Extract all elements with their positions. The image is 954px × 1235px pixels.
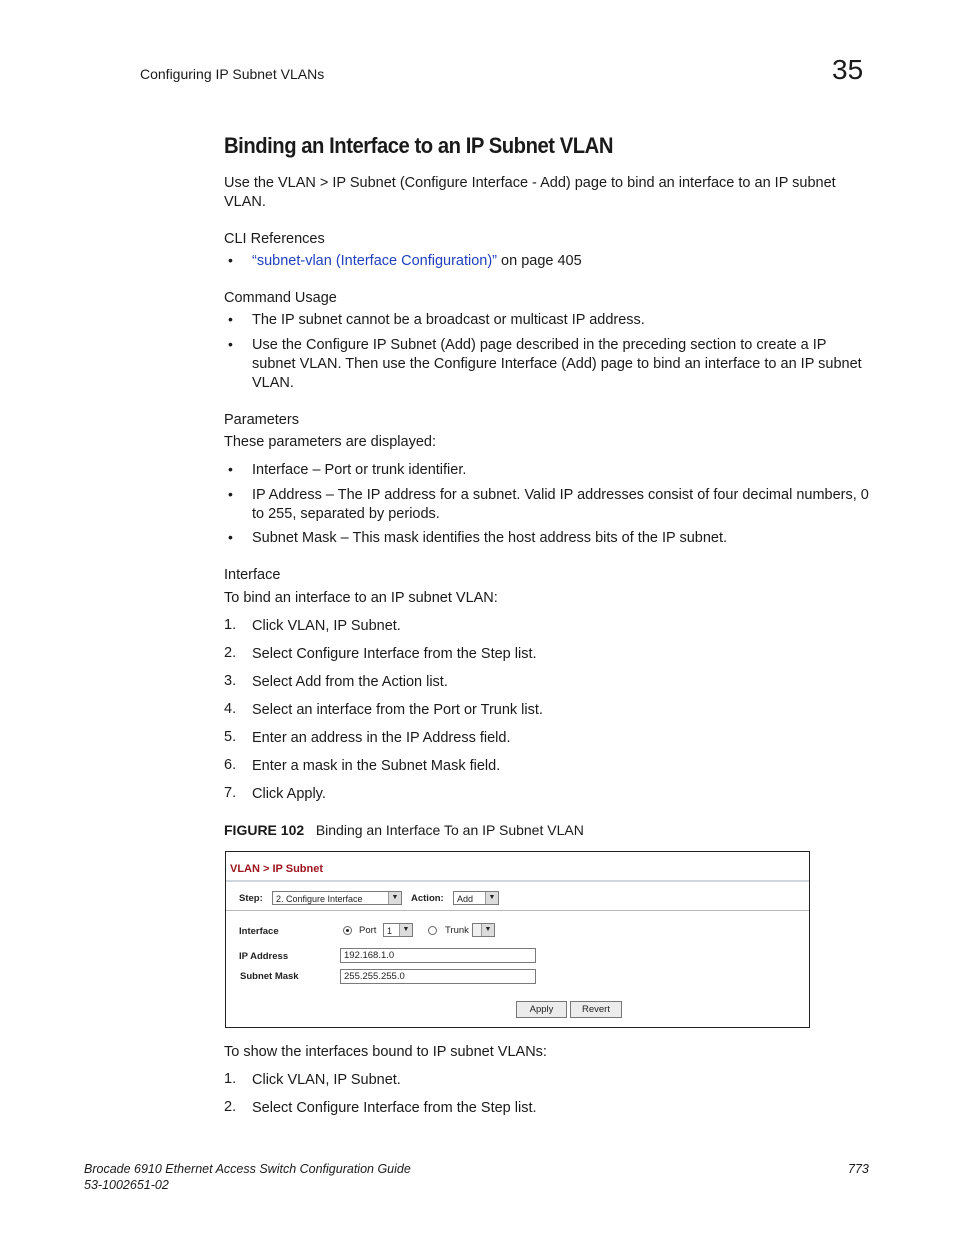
bullet: • — [228, 252, 233, 268]
ui-breadcrumb: VLAN > IP Subnet — [230, 863, 324, 875]
chapter-number: 35 — [832, 54, 864, 85]
bullet: • — [228, 311, 233, 327]
parameter-item — [252, 486, 872, 524]
parameter-desc: – The IP address for a subnet. Valid IP addresses consist of four decimal numbers, 0 to 255, separated by periods. — [252, 487, 869, 522]
page-number: 773 — [848, 1162, 869, 1176]
usage-item: The IP subnet cannot be a broadcast or multicast IP address. — [252, 312, 645, 328]
step-number: 1. — [224, 1071, 237, 1087]
step-text: Click VLAN, IP Subnet. — [252, 618, 401, 634]
port-select[interactable] — [383, 923, 413, 937]
chevron-down-icon: ▼ — [399, 924, 412, 936]
running-header: Configuring IP Subnet VLANs — [140, 66, 325, 82]
step-text: Select Add from the Action list. — [252, 674, 448, 690]
step-number: 4. — [224, 701, 237, 717]
show-lead: To show the interfaces bound to IP subnet VLANs: — [224, 1044, 547, 1060]
step-number: 1. — [224, 617, 237, 633]
step-text: Select Configure Interface from the Step list. — [252, 1100, 537, 1116]
chevron-down-icon: ▼ — [388, 892, 401, 904]
step-label: Step: — [239, 893, 263, 904]
subnet-mask-input[interactable]: 255.255.255.0 — [340, 969, 536, 984]
bullet: • — [228, 461, 233, 477]
step-select-value: 2. Configure Interface — [276, 894, 363, 904]
figure-title: Binding an Interface To an IP Subnet VLAN — [315, 822, 584, 838]
step-text: Select Configure Interface from the Step list. — [252, 646, 537, 662]
port-label: Port — [359, 925, 377, 936]
step-number: 6. — [224, 757, 237, 773]
parameters-heading: Parameters — [224, 412, 299, 428]
chevron-down-icon: ▼ — [481, 924, 494, 936]
intro-paragraph: Use the VLAN > IP Subnet (Configure Interface - Add) page to bind an interface to an IP subnet VLAN. — [224, 175, 836, 210]
action-select-value: Add — [457, 894, 474, 904]
parameter-desc: – This mask identifies the host address bits of the IP subnet. — [336, 530, 728, 546]
interface-label: Interface — [239, 926, 279, 937]
parameter-desc: – Port or trunk identifier. — [308, 462, 467, 478]
parameters-lead: These parameters are displayed: — [224, 434, 436, 450]
step-text: Enter a mask in the Subnet Mask field. — [252, 758, 501, 774]
section-title: Binding an Interface to an IP Subnet VLAN — [224, 133, 613, 158]
parameter-term: Subnet Mask — [252, 530, 337, 546]
interface-lead: To bind an interface to an IP subnet VLAN: — [224, 590, 498, 606]
bullet: • — [228, 336, 233, 352]
footer-guide-title: Brocade 6910 Ethernet Access Switch Configuration Guide — [84, 1162, 411, 1176]
figure-label: FIGURE 102 — [224, 822, 305, 838]
cli-suffix: on page 405 — [497, 253, 582, 269]
ui-divider — [226, 910, 809, 911]
parameter-term: Interface — [252, 462, 309, 478]
action-select[interactable] — [453, 891, 499, 905]
ip-address-input[interactable]: 192.168.1.0 — [340, 948, 536, 963]
ui-divider — [226, 880, 809, 882]
parameter-item — [252, 461, 872, 480]
trunk-label: Trunk — [445, 925, 469, 936]
step-number: 5. — [224, 729, 237, 745]
step-text: Enter an address in the IP Address field. — [252, 730, 511, 746]
trunk-radio[interactable] — [428, 926, 437, 935]
usage-heading: Command Usage — [224, 290, 337, 306]
port-select-value: 1 — [387, 926, 393, 936]
step-number: 3. — [224, 673, 237, 689]
action-label: Action: — [411, 893, 444, 904]
parameter-item — [252, 529, 872, 548]
trunk-select[interactable] — [472, 923, 495, 937]
figure-caption — [224, 822, 584, 838]
subnet-mask-label: Subnet Mask — [240, 971, 299, 982]
step-select[interactable] — [272, 891, 402, 905]
interface-heading: Interface — [224, 567, 281, 583]
parameter-term: IP Address — [252, 487, 322, 503]
footer-doc-id: 53-1002651-02 — [84, 1178, 169, 1192]
ip-address-label: IP Address — [239, 951, 289, 962]
step-text: Select an interface from the Port or Trunk list. — [252, 702, 543, 718]
step-text: Click VLAN, IP Subnet. — [252, 1072, 401, 1088]
chevron-down-icon: ▼ — [485, 892, 498, 904]
step-number: 2. — [224, 645, 237, 661]
apply-button[interactable]: Apply — [516, 1001, 567, 1018]
step-number: 7. — [224, 785, 237, 801]
step-number: 2. — [224, 1099, 237, 1115]
step-text: Click Apply. — [252, 786, 326, 802]
usage-item: Use the Configure IP Subnet (Add) page described in the preceding section to create a IP subnet VLAN. Then use the Configure Interface (Add) page to bind an interface to an IP subnet VLAN. — [252, 337, 862, 391]
revert-button[interactable]: Revert — [570, 1001, 622, 1018]
figure-screenshot — [225, 851, 810, 1028]
cli-heading: CLI References — [224, 231, 325, 247]
bullet: • — [228, 529, 233, 545]
port-radio[interactable] — [343, 926, 352, 935]
cli-reference — [252, 252, 582, 271]
bullet: • — [228, 486, 233, 502]
cli-link[interactable]: “subnet-vlan (Interface Configuration)” — [252, 253, 498, 269]
